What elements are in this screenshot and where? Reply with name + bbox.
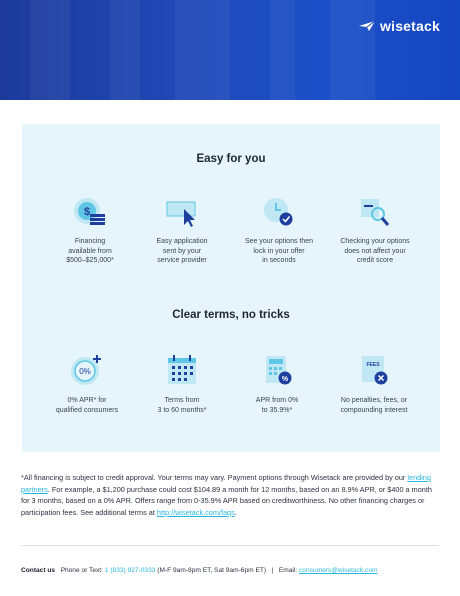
feature-caption: Easy application sent by your service provider — [156, 238, 208, 264]
banner-stripe — [270, 0, 295, 100]
phone-link[interactable]: 1 (833) 927-0333 — [104, 567, 156, 574]
feature-caption: Terms from 3 to 60 months* — [157, 397, 207, 414]
benefits-panel — [22, 124, 440, 452]
calendar-icon — [165, 354, 199, 386]
svg-text:FEES: FEES — [366, 362, 380, 368]
banner-stripe — [30, 0, 70, 100]
magnifier-document-icon — [358, 197, 392, 227]
email-link[interactable]: consumers@wisetack.com — [298, 567, 378, 574]
svg-text:%: % — [281, 376, 289, 383]
header-banner — [0, 0, 460, 100]
feature-zero-apr — [37, 354, 137, 415]
logo-text: wisetack — [380, 18, 440, 34]
feature-caption: APR from 0% to 35.9%* — [255, 397, 299, 414]
feature-caption: Checking your options does not affect your credit score — [340, 238, 410, 264]
feature-terms-months — [132, 354, 232, 415]
feature-caption: 0% APR* for qualified consumers — [55, 397, 119, 414]
svg-text:0%: 0% — [79, 367, 91, 376]
divider — [21, 545, 439, 546]
lending-partners-link[interactable]: lending partners — [21, 473, 431, 494]
section-title-easy: Easy for you — [196, 153, 266, 165]
svg-text:$: $ — [83, 206, 91, 218]
calculator-percent-icon — [260, 354, 294, 386]
faqs-link[interactable]: http://wisetack.com/faqs — [156, 507, 235, 517]
pointer-click-icon — [165, 197, 199, 227]
feature-no-fees — [324, 354, 424, 415]
contact-label: Contact us — [21, 567, 56, 574]
phone-prefix: Phone or Text: — [60, 567, 103, 574]
separator: | — [271, 567, 274, 574]
banner-stripe — [110, 0, 140, 100]
hours-text: (M-F 9am-8pm ET, Sat 9am-6pm ET) — [157, 567, 267, 574]
feature-caption: No penalties, fees, or compounding interest — [340, 397, 408, 414]
financing-disclaimer: *All financing is subject to credit approval. Your terms may vary. Payment options through Wisetack are provided by our lending partners. For example, a $1,200 purchase could cost $104.89 a month for 12 months, based on an 8.9% APR, or $400 a month for 3 months, based on a 0% APR. Offers range from 0-35.9% APR based on creditworthiness. No other financing charges or participation fees. See additional terms at http://wisetack.com/faqs. — [21, 473, 432, 517]
contact-bar — [21, 567, 441, 574]
feature-financing-range — [40, 197, 140, 266]
feature-apr-range — [227, 354, 327, 415]
feature-caption: Financing available from $500–$25,000* — [66, 238, 114, 264]
no-fees-icon — [357, 354, 391, 386]
feature-credit-score — [325, 197, 425, 266]
bird-logo-icon — [358, 20, 376, 32]
zero-percent-icon — [70, 354, 104, 386]
dollar-coins-icon — [73, 197, 107, 227]
section-title-terms: Clear terms, no tricks — [172, 309, 290, 321]
banner-stripe — [175, 0, 230, 100]
feature-caption: See your options then lock in your offer in seconds — [244, 238, 314, 264]
clock-check-icon — [262, 197, 296, 227]
banner-stripe — [330, 0, 375, 100]
wisetack-logo[interactable] — [358, 18, 440, 34]
email-prefix: Email: — [278, 567, 298, 574]
feature-easy-application — [132, 197, 232, 266]
feature-lock-offer — [229, 197, 329, 266]
